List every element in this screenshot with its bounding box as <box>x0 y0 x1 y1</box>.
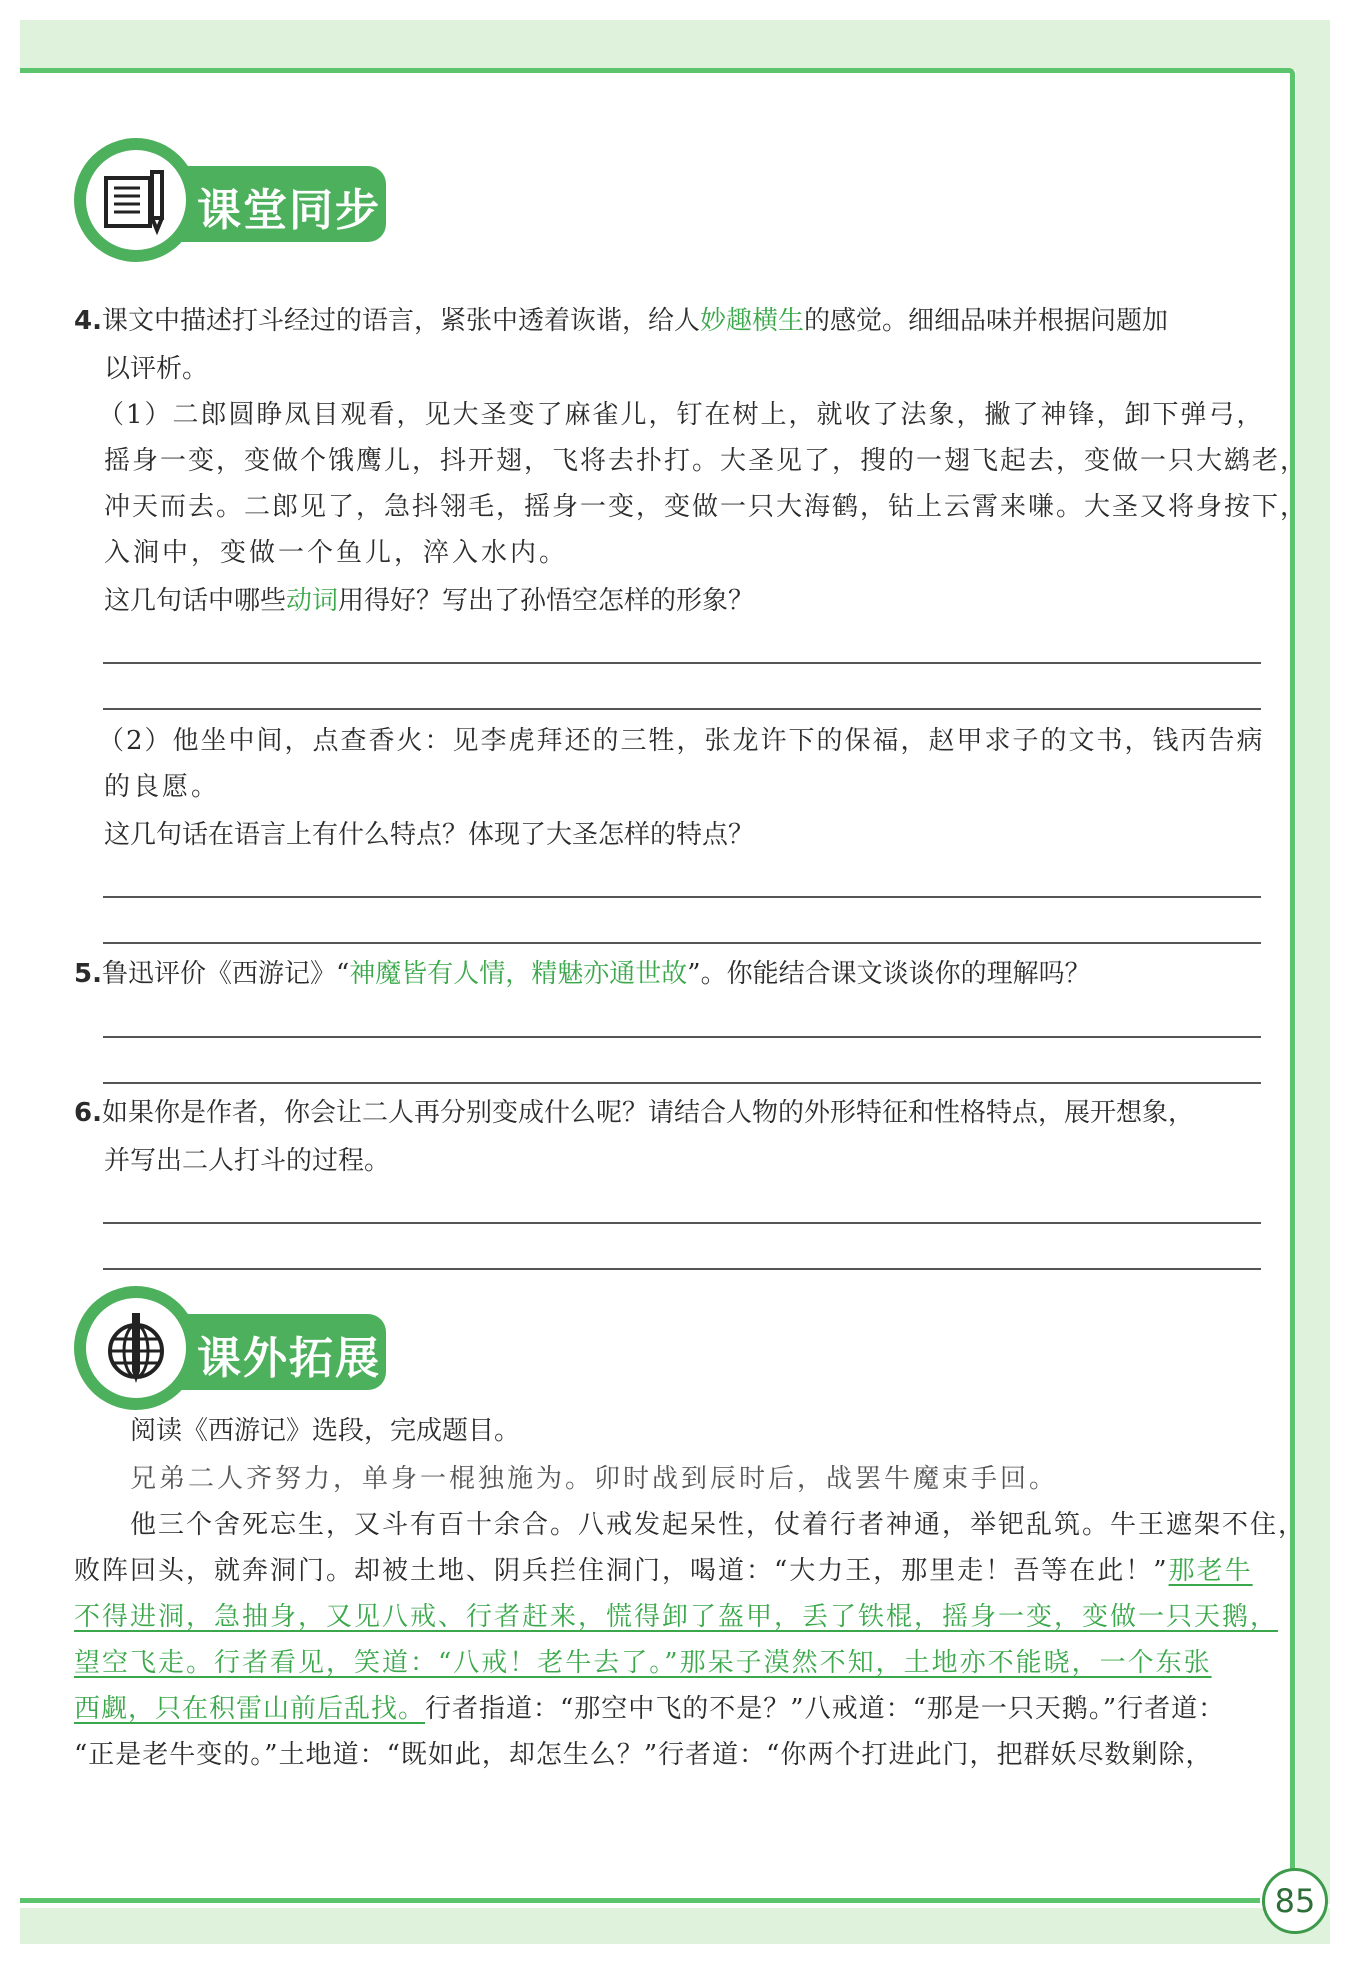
bottom-border-band <box>20 1908 1330 1944</box>
book-pencil-icon <box>100 164 172 236</box>
q4-p1-line1: （1）二郎圆睁凤目观看，见大圣变了麻雀儿，钉在树上，就收了法象，撇了神锋，卸下弹弓， <box>98 400 1265 430</box>
reading-poem: 兄弟二人齐努力，单身一棍独施为。卯时战到辰时后，战罢牛魔束手回。 <box>130 1464 1059 1494</box>
q4-highlight: 妙趣横生 <box>699 306 804 336</box>
section-icon-circle <box>74 138 198 262</box>
reading-line2-a: 败阵回头，就奔洞门。却被土地、阴兵拦住洞门，喝道：“大力王，那里走！吾等在此！” <box>74 1556 1169 1586</box>
section-title: 课外拓展 <box>197 1333 381 1384</box>
answer-line[interactable] <box>103 662 1261 664</box>
section-header-classroom <box>74 138 394 264</box>
q4-number: 4. <box>74 306 102 336</box>
q4-p1-line3: 冲天而去。二郎见了，急抖翎毛，摇身一变，变做一只大海鹤，钻上云霄来嗛。大圣又将身按下， <box>104 492 1309 522</box>
right-border-band <box>1296 20 1330 1904</box>
reading-highlight: 那老牛 <box>1168 1556 1253 1586</box>
q4-p1-highlight: 动词 <box>286 586 339 616</box>
reading-highlight: 西觑，只在积雷山前后乱找。 <box>74 1694 426 1724</box>
q6-number: 6. <box>74 1098 102 1128</box>
top-border-band <box>20 20 1330 70</box>
q4-p1-question-a: 这几句话中哪些 <box>104 586 287 616</box>
globe-pen-icon <box>99 1311 173 1385</box>
q4-text-cont: 的感觉。细细品味并根据问题加 <box>804 306 1169 336</box>
q4-p1-line2: 摇身一变，变做个饿鹰儿，抖开翅，飞将去扑打。大圣见了，搜的一翅飞起去，变做一只大鹚老， <box>104 446 1309 476</box>
answer-line[interactable] <box>103 1222 1261 1224</box>
section-title: 课堂同步 <box>197 185 381 236</box>
reading-intro: 阅读《西游记》选段，完成题目。 <box>130 1416 521 1446</box>
answer-line[interactable] <box>103 1268 1261 1270</box>
section-icon-circle <box>74 1286 198 1410</box>
answer-line[interactable] <box>103 708 1261 710</box>
q4-p2-question: 这几句话在语言上有什么特点？体现了大圣怎样的特点？ <box>104 820 755 850</box>
q5-text-a: 鲁迅评价《西游记》“ <box>101 959 350 989</box>
reading-line2 <box>74 1554 1253 1588</box>
bottom-frame-line <box>20 1898 1260 1903</box>
q5-highlight: 神魔皆有人情，精魅亦通世故 <box>349 959 688 989</box>
q4-p2-line1: （2）他坐中间，点查香火：见李虎拜还的三牲，张龙许下的保福，赵甲求子的文书，钱丙告病 <box>98 726 1265 756</box>
page-number: 85 <box>1262 1868 1328 1934</box>
reading-line6: “正是老牛变的。”土地道：“既如此，却怎生么？”行者道：“你两个打进此门，把群妖尽数剿除， <box>74 1740 1213 1770</box>
reading-line1: 他三个舍死忘生，又斗有百十余合。八戒发起呆性，仗着行者神通，举钯乱筑。牛王遮架不住， <box>130 1510 1307 1540</box>
q4-p1-line4: 入涧中，变做一个鱼儿，淬入水内。 <box>104 538 569 568</box>
reading-line4: 望空飞走。行者看见，笑道：“八戒！老牛去了。”那呆子漠然不知，土地亦不能晓，一个东张 <box>74 1648 1212 1678</box>
answer-line[interactable] <box>103 942 1261 944</box>
q5-line <box>74 957 1091 991</box>
q4-text: 课文中描述打斗经过的语言，紧张中透着诙谐，给人 <box>101 306 700 336</box>
reading-line5 <box>74 1692 1225 1726</box>
answer-line[interactable] <box>103 1036 1261 1038</box>
reading-line5-b: 行者指道：“那空中飞的不是？”八戒道：“那是一只天鹅。”行者道： <box>425 1694 1226 1724</box>
answer-line[interactable] <box>103 896 1261 898</box>
q4-line2: 以评析。 <box>104 354 209 384</box>
answer-line[interactable] <box>103 1082 1261 1084</box>
q6-text: 如果你是作者，你会让二人再分别变成什么呢？请结合人物的外形特征和性格特点，展开想象， <box>101 1098 1194 1128</box>
q4-p1-question <box>104 584 754 618</box>
q4-p2-line2: 的良愿。 <box>104 772 221 802</box>
section-header-extension <box>74 1286 394 1412</box>
q4-p1-question-b: 用得好？写出了孙悟空怎样的形象？ <box>338 586 755 616</box>
q5-number: 5. <box>74 959 102 989</box>
reading-line3: 不得进洞，急抽身，又见八戒、行者赶来，慌得卸了盔甲，丢了铁棍，摇身一变，变做一只天鹅， <box>74 1602 1279 1632</box>
q4-line1 <box>74 304 1168 338</box>
q6-line2: 并写出二人打斗的过程。 <box>104 1146 391 1176</box>
q5-text-b: ”。你能结合课文谈谈你的理解吗？ <box>687 959 1091 989</box>
q6-line1 <box>74 1096 1194 1130</box>
